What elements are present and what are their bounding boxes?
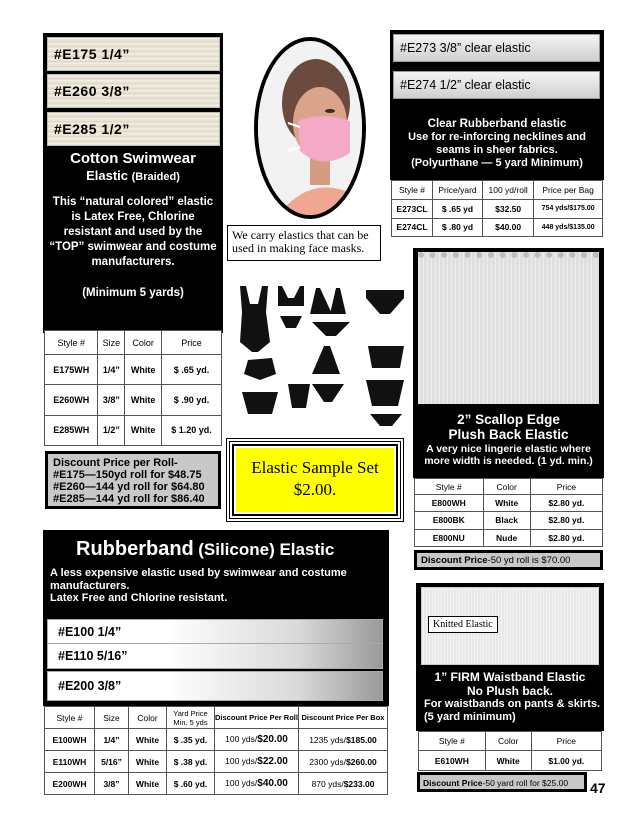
table-header: Size [95,707,129,729]
table-cell: 754 yds/$175.00 [534,200,603,219]
table-cell: White [129,773,167,795]
table-cell: E273CL [392,200,433,219]
table-cell: 870 yds/$233.00 [299,773,388,795]
table-cell: White [125,385,162,415]
table-header: Yard Price Min. 5 yds [167,707,215,729]
table-cell: E800BK [415,512,484,529]
table-cell: White [125,355,162,385]
table-cell: 1/4” [98,355,125,385]
table-cell: E800NU [415,529,484,546]
rubber-bar-e110: #E110 5/16” [47,643,383,669]
clear-price-table [391,180,603,237]
table-cell: E274CL [392,218,433,237]
table-cell: Black [483,512,530,529]
table-header: Color [129,707,167,729]
rubber-bar-e100: #E100 1/4” [47,619,383,645]
table-cell: 100 yds/$20.00 [215,729,299,751]
rubber-description-2: Latex Free and Chlorine resistant. [50,592,228,604]
table-cell: 100 yds/$40.00 [215,773,299,795]
rubber-title: Rubberband (Silicone) Elastic [76,538,335,560]
cotton-price-table [44,330,222,446]
cotton-heading [43,150,223,299]
swatch-e285: #E285 1/2” [47,112,220,146]
table-row [45,751,388,773]
table-cell: E260WH [45,385,98,415]
table-cell: $ .38 yd. [167,751,215,773]
table-cell: 3/8” [98,385,125,415]
face-mask-photo [254,37,366,219]
knitted-title-1: 1” FIRM Waistband Elastic [434,670,586,684]
table-cell: E110WH [45,751,95,773]
table-cell: White [125,415,162,445]
cotton-minimum: (Minimum 5 yards) [82,287,184,299]
discount-text: -50 yard roll for $25.00 [482,778,569,788]
sample-set-inner [236,448,394,512]
table-cell: $ .80 yd [433,218,483,237]
table-row [415,495,603,512]
swimwear-garments-illustration [232,284,407,430]
knitted-heading [416,670,604,723]
page-number: 47 [590,780,606,796]
table-cell: $32.50 [483,200,534,219]
knitted-label: Knitted Elastic [428,616,498,633]
table-row [45,385,222,415]
knitted-description: For waistbands on pants & skirts. (5 yard minimum) [424,698,601,723]
sample-set-box [226,438,404,522]
table-header: Price/yard [433,181,483,200]
table-cell: 5/16” [95,751,129,773]
table-cell: $ 1.20 yd. [162,415,222,445]
swatch-e175: #E175 1/4” [47,37,220,71]
rubber-description-block [50,567,380,605]
table-cell: E610WH [419,751,486,771]
table-row [45,355,222,385]
table-cell: $ .60 yd. [167,773,215,795]
scallop-title-2: Plush Back Elastic [448,427,569,442]
discount-label: Discount Price [421,555,488,566]
table-cell: $ .65 yd. [162,355,222,385]
table-header: Style # [419,732,486,751]
knitted-discount-box [417,772,587,792]
table-cell: E200WH [45,773,95,795]
swatch-e260: #E260 3/8” [47,74,220,108]
table-cell: Nude [483,529,530,546]
discount-label: Discount Price [423,778,483,788]
scallop-title-1: 2” Scallop Edge [457,412,560,427]
table-cell: $40.00 [483,218,534,237]
rubber-description: A less expensive elastic used by swimwear and costume manufacturers. [50,567,347,592]
knitted-title-2: No Plush back. [466,684,554,698]
table-row [392,218,603,237]
clear-note: (Polyurthane — 5 yard Minimum) [411,157,583,169]
table-header: 100 yd/roll [483,181,534,200]
table-header: Color [125,331,162,355]
table-header: Style # [415,479,484,495]
table-cell: White [129,751,167,773]
cotton-subtitle: Elastic (Braided) [86,168,180,183]
table-header: Discount Price Per Box [299,707,388,729]
table-cell: 448 yds/$135.00 [534,218,603,237]
rubber-bar-e200: #E200 3/8” [47,671,383,701]
table-header: Style # [45,707,95,729]
sample-set-price: $2.00. [293,480,337,499]
table-cell: $ .90 yd. [162,385,222,415]
table-cell: 2300 yds/$260.00 [299,751,388,773]
table-cell: $2.80 yd. [530,512,602,529]
table-cell: White [483,495,530,512]
table-cell: 3/8” [95,773,129,795]
table-header: Color [483,479,530,495]
discount-line: #E285—144 yd roll for $86.40 [53,493,205,505]
table-row [415,512,603,529]
table-cell: E100WH [45,729,95,751]
table-header: Price [530,479,602,495]
table-row [419,751,602,771]
table-header: Price per Bag [534,181,603,200]
table-cell: E285WH [45,415,98,445]
sample-set-title: Elastic Sample Set [251,458,379,477]
table-header: Discount Price Per Roll [215,707,299,729]
scallop-description: A very nice lingerie elastic where more width is needed. (1 yd. min.) [424,443,593,467]
table-cell: $2.80 yd. [530,529,602,546]
table-header: Size [98,331,125,355]
table-cell: 1235 yds/$185.00 [299,729,388,751]
table-header-row [419,732,602,751]
table-cell: 1/2” [98,415,125,445]
clear-bar-e273: #E273 3/8” clear elastic [393,34,600,62]
table-cell: 1/4” [95,729,129,751]
table-header: Style # [45,331,98,355]
table-cell: E800WH [415,495,484,512]
woman-with-mask-illustration [258,41,362,215]
table-header: Style # [392,181,433,200]
table-cell: White [129,729,167,751]
swimwear-silhouettes [232,284,407,430]
table-header-row [45,331,222,355]
table-header: Price [162,331,222,355]
table-cell: $ .35 yd. [167,729,215,751]
clear-heading [392,118,602,169]
clear-bar-e274: #E274 1/2” clear elastic [393,71,600,99]
discount-line: #E260—144 yd roll for $64.80 [53,481,205,493]
discount-title: Discount Price per Roll- [53,457,178,469]
rubber-price-table [44,706,388,795]
scallop-heading [413,412,604,467]
table-cell: E175WH [45,355,98,385]
discount-text: -50 yd roll is $70.00 [487,555,571,566]
cotton-title: Cotton Swimwear [70,150,196,167]
discount-line: #E175—150yd roll for $48.75 [53,469,202,481]
table-row [45,415,222,445]
table-header: Color [485,732,531,751]
table-header-row [392,181,603,200]
table-cell: $1.00 yd. [531,751,601,771]
table-row [45,773,388,795]
table-row [392,200,603,219]
knitted-price-table [418,731,602,771]
table-cell: $2.80 yd. [530,495,602,512]
table-row [45,729,388,751]
table-cell: $ .65 yd [433,200,483,219]
table-header: Price [531,732,601,751]
cotton-discount-box [45,451,221,509]
cotton-description: This “natural colored” elastic is Latex Free, Chlorine resistant and used by the “TOP” swimwear and costume manufacturers. [49,196,217,268]
scallop-elastic-swatch [418,252,599,404]
clear-description: Use for re-inforcing necklines and seams in sheer fabrics. [408,131,586,156]
table-cell: 100 yds/$22.00 [215,751,299,773]
table-header-row [415,479,603,495]
table-row [415,529,603,546]
table-header-row [45,707,388,729]
table-cell: White [485,751,531,771]
scallop-discount-box [414,550,603,570]
mask-caption: We carry elastics that can be used in making face masks. [227,225,381,261]
clear-title: Clear Rubberband elastic [427,118,567,130]
scallop-price-table [414,478,603,547]
